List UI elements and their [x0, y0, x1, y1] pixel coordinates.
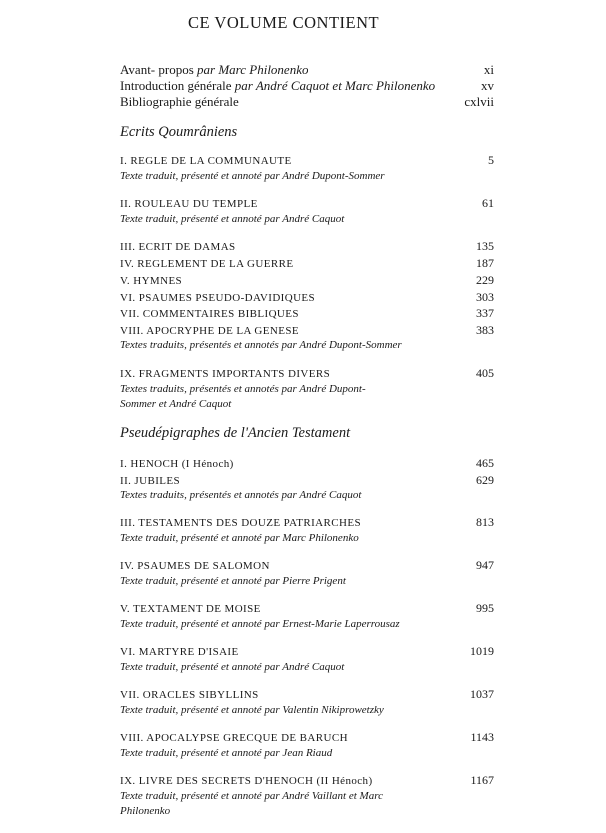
toc-entry [120, 456, 494, 472]
toc-entry [120, 290, 494, 306]
toc-entry [120, 196, 494, 212]
entry-label: I. HENOCH (I Hénoch) [120, 458, 234, 470]
toc-entry-introduction [120, 78, 494, 94]
entry-credit: Texte traduit, présenté et annoté par Marc Philonenko [120, 532, 359, 544]
page-number: 1167 [470, 773, 494, 787]
toc-entry [120, 730, 494, 746]
page-number: 187 [476, 256, 494, 270]
entry-label: III. TESTAMENTS DES DOUZE PATRIARCHES [120, 517, 361, 529]
page-number: 947 [476, 558, 494, 572]
page-number: 61 [482, 196, 494, 210]
entry-label: II. JUBILES [120, 475, 181, 487]
entry-label: V. HYMNES [120, 275, 183, 287]
toc-entry [120, 687, 494, 703]
page-number: 629 [476, 473, 494, 487]
toc-entry [120, 558, 494, 574]
entry-label: IX. FRAGMENTS IMPORTANTS DIVERS [120, 368, 331, 380]
toc-entry [120, 601, 494, 617]
section-heading-qoumran: Ecrits Qoumrâniens [120, 124, 238, 140]
entry-label: VI. PSAUMES PSEUDO-DAVIDIQUES [120, 292, 316, 304]
entry-author: par Marc Philonenko [197, 62, 309, 77]
entry-label: Introduction générale [120, 78, 232, 93]
toc-entry [120, 273, 494, 289]
entry-label: Avant- propos [120, 62, 194, 77]
toc-entry [120, 773, 494, 789]
toc-entry [120, 644, 494, 660]
entry-label: IX. LIVRE DES SECRETS D'HENOCH (II Hénoch) [120, 775, 373, 787]
page-number: 1143 [470, 730, 494, 744]
page-number: 383 [476, 323, 494, 337]
entry-author: par André Caquot et Marc Philonenko [234, 78, 436, 93]
entry-credit: Texte traduit, présenté et annoté par Valentin Nikiprowetzky [120, 704, 384, 716]
page-number: xi [483, 62, 494, 77]
entry-label: VII. COMMENTAIRES BIBLIQUES [120, 308, 299, 320]
page-number: xv [481, 78, 494, 93]
entry-label: I. REGLE DE LA COMMUNAUTE [120, 155, 292, 167]
entry-credit: Texte traduit, présenté et annoté par Jean Riaud [120, 747, 333, 759]
page-number: 995 [476, 601, 494, 615]
page-number: 303 [476, 290, 494, 304]
page-number: 1037 [470, 687, 494, 701]
entry-credit: Textes traduits, présentés et annotés par André Dupont-Sommer et André Caquot [120, 383, 366, 410]
entry-credit: Texte traduit, présenté et annoté par André Caquot [120, 213, 345, 225]
toc-entry [120, 366, 494, 382]
entry-label: IV. PSAUMES DE SALOMON [120, 560, 270, 572]
page-title: CE VOLUME CONTIENT [188, 13, 380, 32]
entry-label: V. TEXTAMENT DE MOISE [120, 603, 261, 615]
page-number: 135 [476, 239, 494, 253]
page-number: 405 [476, 366, 494, 380]
entry-credit: Texte traduit, présenté et annoté par André Dupont-Sommer [120, 170, 385, 182]
toc-entry [120, 256, 494, 272]
toc-entry [120, 473, 494, 489]
entry-label: VIII. APOCALYPSE GRECQUE DE BARUCH [120, 732, 348, 744]
toc-entry [120, 323, 494, 339]
page-number: 5 [488, 153, 494, 167]
page-number: 337 [476, 306, 494, 320]
toc-entry-bibliographie [120, 94, 494, 110]
section-heading-pseudepigraphes: Pseudépigraphes de l'Ancien Testament [120, 425, 351, 441]
page-number: 465 [476, 456, 494, 470]
toc-entry [120, 306, 494, 322]
page-number: 1019 [470, 644, 494, 658]
entry-label: VI. MARTYRE D'ISAIE [120, 646, 239, 658]
page-number: 229 [476, 273, 494, 287]
entry-credit: Textes traduits, présentés et annotés par André Dupont-Sommer [120, 339, 402, 351]
entry-credit: Textes traduits, présentés et annotés par André Caquot [120, 489, 362, 501]
entry-label: III. ECRIT DE DAMAS [120, 241, 236, 253]
entry-label: IV. REGLEMENT DE LA GUERRE [120, 258, 294, 270]
entry-credit: Texte traduit, présenté et annoté par Pierre Prigent [120, 575, 346, 587]
entry-label: VIII. APOCRYPHE DE LA GENESE [120, 325, 299, 337]
toc-entry [120, 153, 494, 169]
toc-entry [120, 239, 494, 255]
entry-label: Bibliographie générale [120, 94, 239, 109]
entry-label: VII. ORACLES SIBYLLINS [120, 689, 259, 701]
toc-entry [120, 515, 494, 531]
page-number: 813 [476, 515, 494, 529]
entry-credit: Texte traduit, présenté et annoté par Ernest-Marie Laperrousaz [120, 618, 400, 630]
toc-entry-avant-propos [120, 62, 494, 78]
entry-credit: Texte traduit, présenté et annoté par André Caquot [120, 661, 345, 673]
entry-label: II. ROULEAU DU TEMPLE [120, 198, 258, 210]
page-number: cxlvii [464, 94, 494, 109]
entry-credit: Texte traduit, présenté et annoté par André Vaillant et Marc Philonenko [120, 790, 383, 817]
